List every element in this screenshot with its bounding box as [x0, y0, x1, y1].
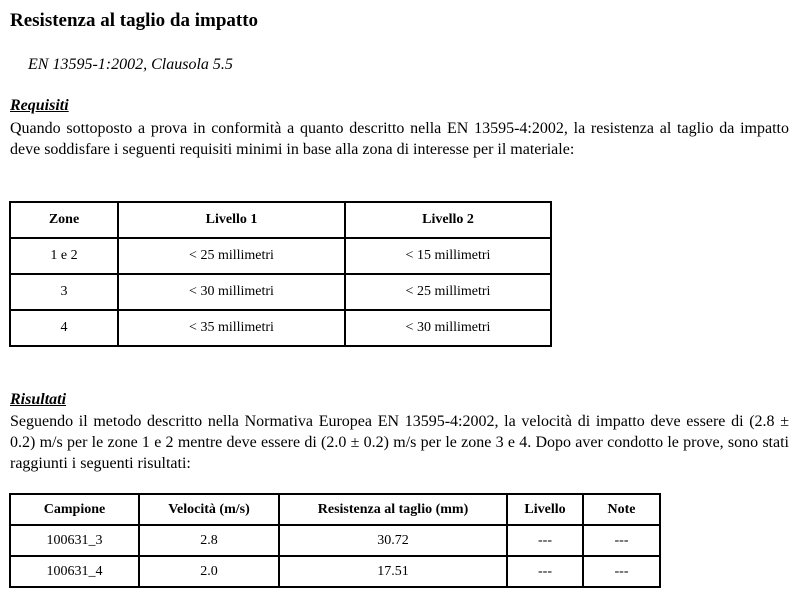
table-cell: ---	[507, 525, 583, 556]
table-row	[10, 238, 551, 274]
requisiti-heading: Requisiti	[10, 97, 69, 114]
table-header-cell: Velocità (m/s)	[139, 494, 279, 525]
table-header-cell: Campione	[10, 494, 139, 525]
table-cell: < 15 millimetri	[345, 238, 551, 274]
results-table	[9, 493, 661, 588]
table-header-cell: Livello 2	[345, 202, 551, 238]
table-header-cell: Livello	[507, 494, 583, 525]
table-row	[10, 525, 660, 556]
standard-reference: EN 13595-1:2002, Clausola 5.5	[28, 56, 233, 73]
table-header-row	[10, 494, 660, 525]
table-cell: < 30 millimetri	[118, 274, 345, 310]
table-cell: < 25 millimetri	[118, 238, 345, 274]
table-cell: ---	[507, 556, 583, 587]
table-row	[10, 556, 660, 587]
table-cell: 4	[10, 310, 118, 346]
table-cell: < 25 millimetri	[345, 274, 551, 310]
table-header-cell: Note	[583, 494, 660, 525]
requirements-table	[9, 201, 552, 347]
table-cell: 17.51	[279, 556, 507, 587]
requisiti-text: Quando sottoposto a prova in conformità a quanto descritto nella EN 13595-4:2002, la resistenza al taglio da impatto deve soddisfare i seguenti requisiti minimi in base alla zona di interesse per il materiale:	[10, 120, 789, 158]
table-cell: ---	[583, 525, 660, 556]
risultati-heading: Risultati	[10, 391, 67, 408]
table-cell: 1 e 2	[10, 238, 118, 274]
table-cell: 100631_3	[10, 525, 139, 556]
table-cell: 30.72	[279, 525, 507, 556]
table-header-cell: Resistenza al taglio (mm)	[279, 494, 507, 525]
table-row	[10, 310, 551, 346]
table-header-cell: Livello 1	[118, 202, 345, 238]
table-cell: 2.8	[139, 525, 279, 556]
table-header-cell: Zone	[10, 202, 118, 238]
table-cell: < 30 millimetri	[345, 310, 551, 346]
table-cell: 100631_4	[10, 556, 139, 587]
table-header-row	[10, 202, 551, 238]
table-cell: 2.0	[139, 556, 279, 587]
risultati-text: Seguendo il metodo descritto nella Normativa Europea EN 13595-4:2002, la velocità di impatto deve essere di (2.8 ± 0.2) m/s per le zone 1 e 2 mentre deve essere di (2.0 ± 0.2) m/s per le zone 3 e 4. Dopo aver condotto le prove, sono stati raggiunti i seguenti risultati:	[10, 413, 789, 472]
document-title: Resistenza al taglio da impatto	[10, 10, 259, 31]
table-cell: 3	[10, 274, 118, 310]
table-cell: ---	[583, 556, 660, 587]
table-cell: < 35 millimetri	[118, 310, 345, 346]
table-row	[10, 274, 551, 310]
